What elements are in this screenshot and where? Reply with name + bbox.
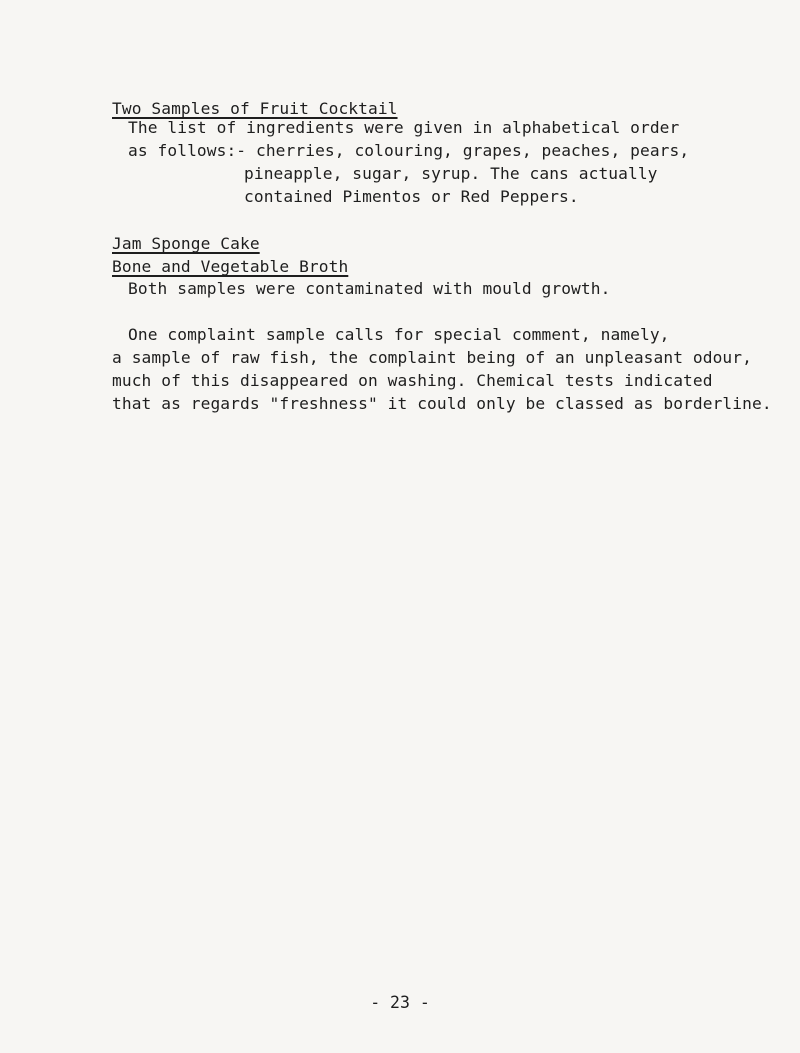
heading-fruit-cocktail: Two Samples of Fruit Cocktail xyxy=(112,99,398,118)
broth-line-1: Both samples were contaminated with mould growth. xyxy=(128,279,611,298)
complaint-line-3: much of this disappeared on washing. Chemical tests indicated xyxy=(112,371,713,390)
heading-jam-sponge-cake: Jam Sponge Cake xyxy=(112,234,260,253)
complaint-line-2: a sample of raw fish, the complaint being of an unpleasant odour, xyxy=(112,348,752,367)
page-number: - 23 - xyxy=(370,993,430,1012)
fruit-cocktail-line-1: The list of ingredients were given in alphabetical order xyxy=(128,118,680,137)
complaint-line-4: that as regards "freshness" it could only be classed as borderline. xyxy=(112,394,772,413)
fruit-cocktail-line-2: as follows:- cherries, colouring, grapes, peaches, pears, xyxy=(128,141,690,160)
fruit-cocktail-line-3: pineapple, sugar, syrup. The cans actually xyxy=(244,164,658,183)
complaint-line-1: One complaint sample calls for special comment, namely, xyxy=(128,325,670,344)
fruit-cocktail-line-4: contained Pimentos or Red Peppers. xyxy=(244,187,579,206)
heading-bone-vegetable-broth: Bone and Vegetable Broth xyxy=(112,257,349,276)
